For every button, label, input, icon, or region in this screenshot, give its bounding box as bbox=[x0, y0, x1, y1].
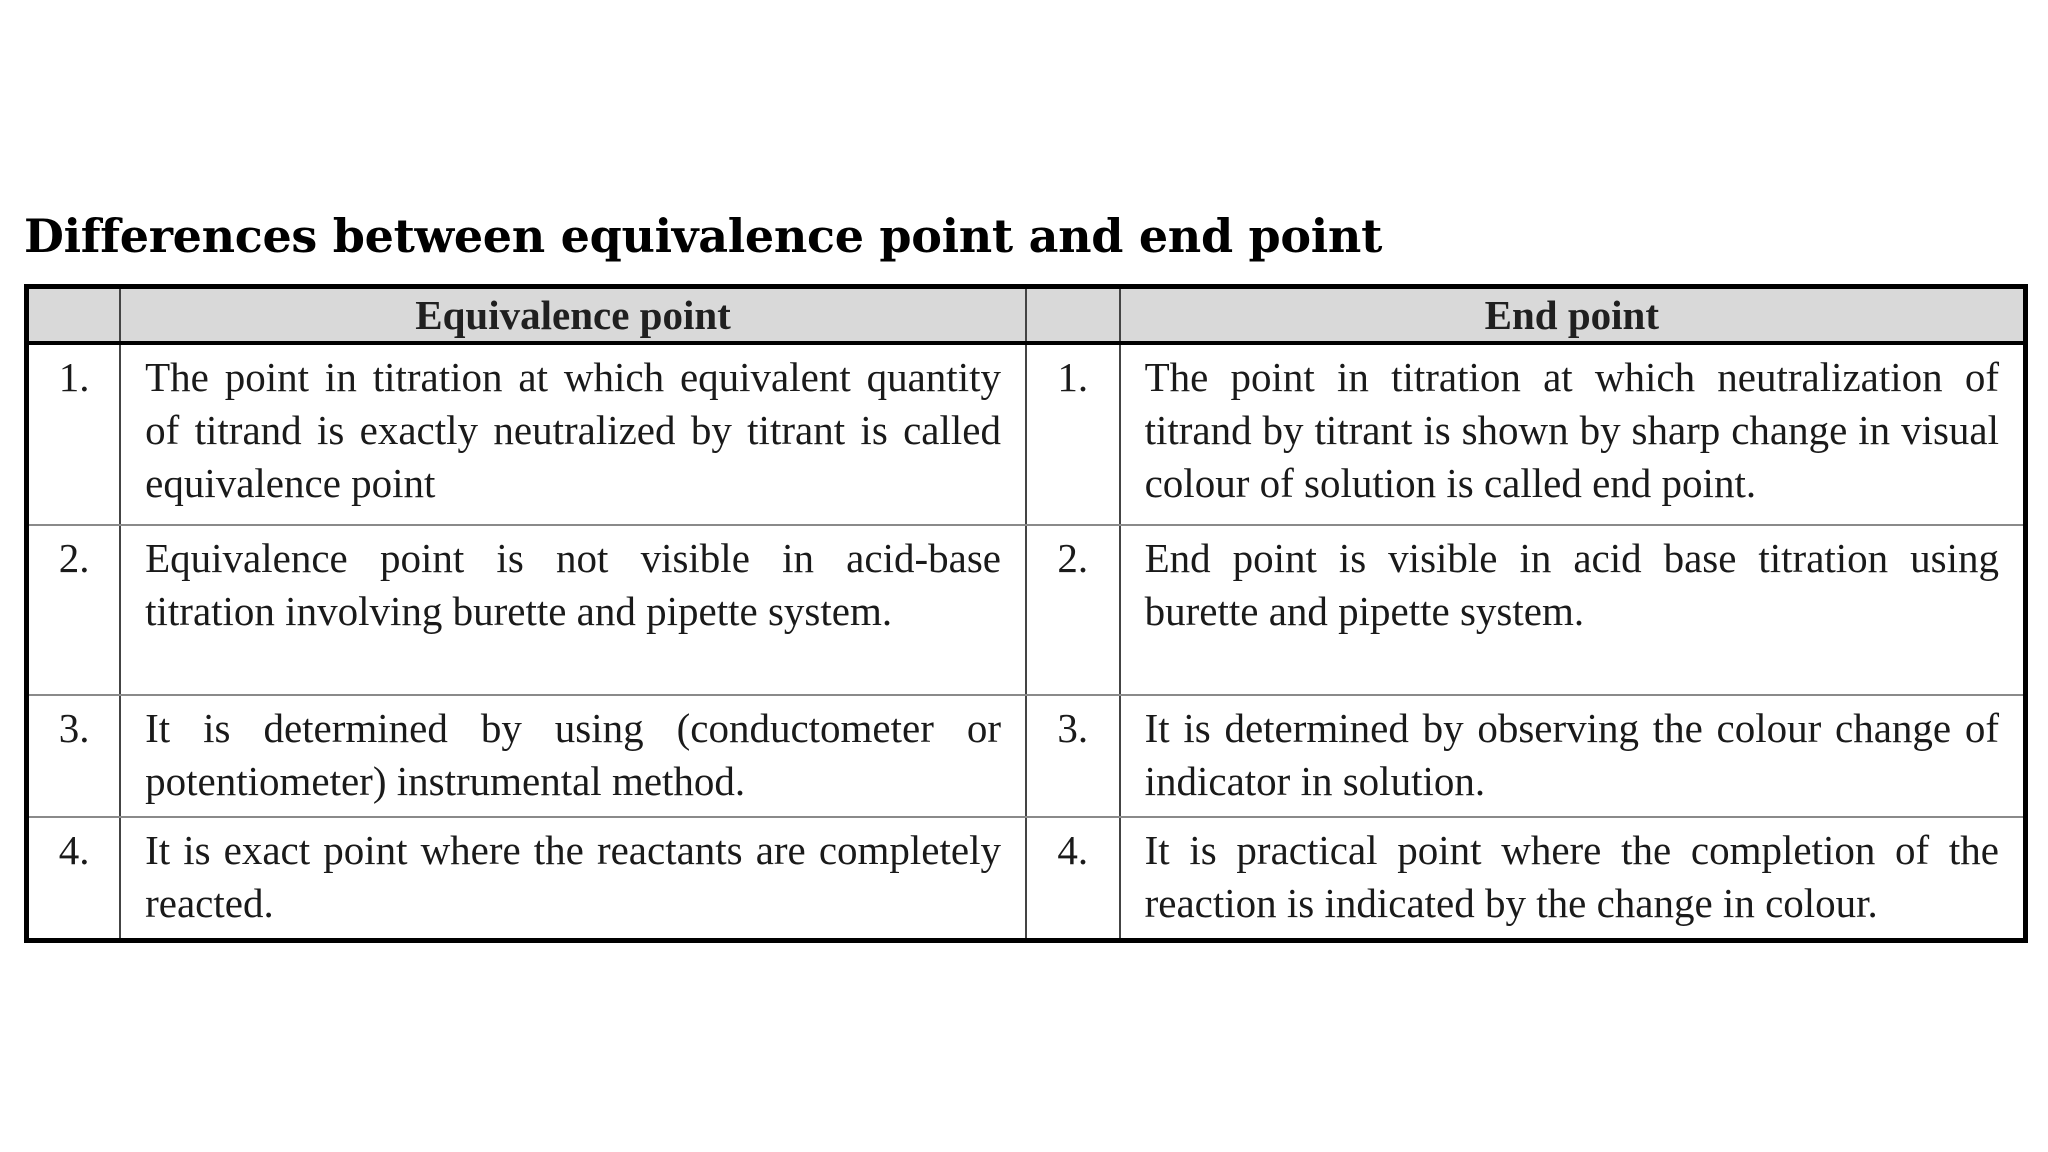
table-row bbox=[27, 343, 2026, 525]
header-equivalence-point: Equivalence point bbox=[120, 287, 1026, 344]
header-end-point: End point bbox=[1120, 287, 2026, 344]
table-row bbox=[27, 817, 2026, 941]
row-number-left: 4. bbox=[27, 817, 121, 941]
row-number-left: 1. bbox=[27, 343, 121, 525]
equivalence-point-cell: Equivalence point is not visible in acid-base titration involving burette and pipette system. bbox=[120, 525, 1026, 695]
equivalence-point-cell: It is determined by using (conductometer or potentiometer) instrumental method. bbox=[120, 695, 1026, 817]
row-number-left: 2. bbox=[27, 525, 121, 695]
row-number-right: 3. bbox=[1026, 695, 1120, 817]
equivalence-point-cell: The point in titration at which equivalent quantity of titrand is exactly neutralized by titrant is called equivalence point bbox=[120, 343, 1026, 525]
end-point-cell: End point is visible in acid base titration using burette and pipette system. bbox=[1120, 525, 2026, 695]
end-point-cell: It is practical point where the completion of the reaction is indicated by the change in colour. bbox=[1120, 817, 2026, 941]
comparison-table bbox=[24, 284, 2028, 943]
page-title: Differences between equivalence point and end point bbox=[24, 209, 1383, 263]
row-number-right: 1. bbox=[1026, 343, 1120, 525]
row-number-left: 3. bbox=[27, 695, 121, 817]
table-row bbox=[27, 695, 2026, 817]
end-point-cell: The point in titration at which neutralization of titrand by titrant is shown by sharp change in visual colour of solution is called end point. bbox=[1120, 343, 2026, 525]
comparison-table-container bbox=[24, 284, 2028, 943]
header-number-right bbox=[1026, 287, 1120, 344]
table-row bbox=[27, 525, 2026, 695]
row-number-right: 4. bbox=[1026, 817, 1120, 941]
end-point-cell: It is determined by observing the colour change of indicator in solution. bbox=[1120, 695, 2026, 817]
header-number-left bbox=[27, 287, 121, 344]
equivalence-point-cell: It is exact point where the reactants are completely reacted. bbox=[120, 817, 1026, 941]
row-number-right: 2. bbox=[1026, 525, 1120, 695]
table-header-row bbox=[27, 287, 2026, 344]
